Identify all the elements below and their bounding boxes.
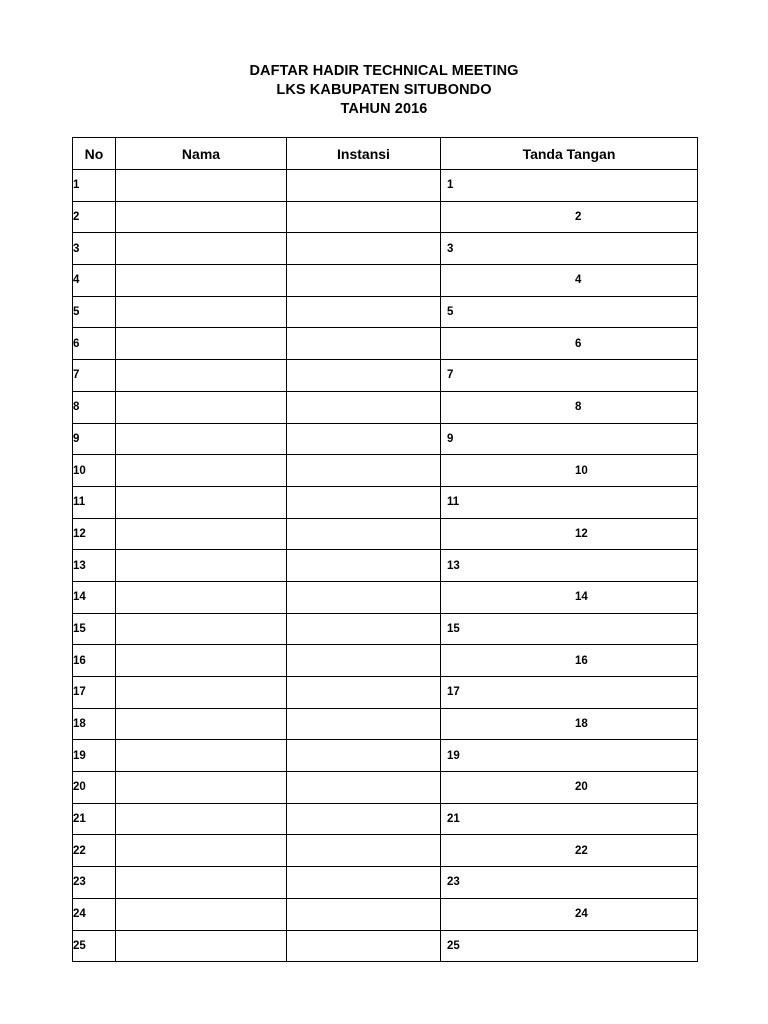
row-number: 18 bbox=[73, 708, 116, 740]
nama-field[interactable] bbox=[116, 803, 287, 835]
signature-number: 17 bbox=[447, 686, 460, 699]
signature-number: 12 bbox=[575, 527, 588, 540]
table-row bbox=[73, 233, 698, 265]
nama-field[interactable] bbox=[116, 772, 287, 804]
row-number: 15 bbox=[73, 613, 116, 645]
title-line-1: DAFTAR HADIR TECHNICAL MEETING bbox=[249, 63, 519, 79]
instansi-field[interactable] bbox=[287, 613, 441, 645]
table-row bbox=[73, 391, 698, 423]
nama-field[interactable] bbox=[116, 645, 287, 677]
row-number: 24 bbox=[73, 898, 116, 930]
nama-field[interactable] bbox=[116, 201, 287, 233]
row-number: 25 bbox=[73, 930, 116, 962]
instansi-field[interactable] bbox=[287, 265, 441, 297]
table-row bbox=[73, 296, 698, 328]
instansi-field[interactable] bbox=[287, 645, 441, 677]
nama-field[interactable] bbox=[116, 391, 287, 423]
table-header-row bbox=[73, 138, 698, 170]
table-row bbox=[73, 835, 698, 867]
nama-field[interactable] bbox=[116, 455, 287, 487]
row-number: 16 bbox=[73, 645, 116, 677]
table-row bbox=[73, 867, 698, 899]
row-number: 22 bbox=[73, 835, 116, 867]
nama-field[interactable] bbox=[116, 581, 287, 613]
nama-field[interactable] bbox=[116, 835, 287, 867]
table-row bbox=[73, 423, 698, 455]
nama-field[interactable] bbox=[116, 708, 287, 740]
signature-field[interactable] bbox=[441, 677, 698, 709]
nama-field[interactable] bbox=[116, 518, 287, 550]
signature-field[interactable] bbox=[441, 296, 698, 328]
nama-field[interactable] bbox=[116, 233, 287, 265]
table-row bbox=[73, 486, 698, 518]
title-line-2: LKS KABUPATEN SITUBONDO bbox=[276, 82, 492, 98]
signature-number: 7 bbox=[447, 369, 454, 382]
nama-field[interactable] bbox=[116, 170, 287, 202]
table-row bbox=[73, 550, 698, 582]
nama-field[interactable] bbox=[116, 930, 287, 962]
nama-field[interactable] bbox=[116, 360, 287, 392]
nama-field[interactable] bbox=[116, 677, 287, 709]
signature-field[interactable] bbox=[441, 645, 698, 677]
table-row bbox=[73, 740, 698, 772]
row-number: 20 bbox=[73, 772, 116, 804]
instansi-field[interactable] bbox=[287, 486, 441, 518]
signature-field[interactable] bbox=[441, 328, 698, 360]
row-number: 10 bbox=[73, 455, 116, 487]
instansi-field[interactable] bbox=[287, 835, 441, 867]
signature-field[interactable] bbox=[441, 201, 698, 233]
row-number: 6 bbox=[73, 328, 116, 360]
signature-number: 19 bbox=[447, 749, 460, 762]
nama-field[interactable] bbox=[116, 328, 287, 360]
table-row bbox=[73, 708, 698, 740]
signature-number: 9 bbox=[447, 432, 454, 445]
table-row bbox=[73, 328, 698, 360]
table-row bbox=[73, 265, 698, 297]
instansi-field[interactable] bbox=[287, 391, 441, 423]
row-number: 9 bbox=[73, 423, 116, 455]
signature-number: 18 bbox=[575, 718, 588, 731]
attendance-table bbox=[72, 137, 698, 962]
table-body bbox=[73, 170, 698, 962]
table-row bbox=[73, 930, 698, 962]
instansi-field[interactable] bbox=[287, 930, 441, 962]
table-row bbox=[73, 201, 698, 233]
header-nama: Nama bbox=[116, 138, 287, 170]
table-row bbox=[73, 772, 698, 804]
signature-field[interactable] bbox=[441, 360, 698, 392]
instansi-field[interactable] bbox=[287, 708, 441, 740]
table-row bbox=[73, 803, 698, 835]
signature-field[interactable] bbox=[441, 455, 698, 487]
row-number: 23 bbox=[73, 867, 116, 899]
signature-field[interactable] bbox=[441, 772, 698, 804]
table-row bbox=[73, 360, 698, 392]
signature-field[interactable] bbox=[441, 550, 698, 582]
signature-field[interactable] bbox=[441, 898, 698, 930]
nama-field[interactable] bbox=[116, 898, 287, 930]
row-number: 2 bbox=[73, 201, 116, 233]
signature-field[interactable] bbox=[441, 708, 698, 740]
instansi-field[interactable] bbox=[287, 803, 441, 835]
title-line-3: TAHUN 2016 bbox=[340, 101, 428, 117]
row-number: 12 bbox=[73, 518, 116, 550]
instansi-field[interactable] bbox=[287, 328, 441, 360]
signature-number: 4 bbox=[575, 274, 582, 287]
table-row bbox=[73, 455, 698, 487]
instansi-field[interactable] bbox=[287, 455, 441, 487]
row-number: 1 bbox=[73, 170, 116, 202]
signature-number: 23 bbox=[447, 876, 460, 889]
instansi-field[interactable] bbox=[287, 296, 441, 328]
signature-number: 22 bbox=[575, 844, 588, 857]
table-row bbox=[73, 613, 698, 645]
instansi-field[interactable] bbox=[287, 740, 441, 772]
signature-field[interactable] bbox=[441, 265, 698, 297]
nama-field[interactable] bbox=[116, 613, 287, 645]
signature-number: 8 bbox=[575, 401, 582, 414]
signature-number: 3 bbox=[447, 242, 454, 255]
table-row bbox=[73, 677, 698, 709]
signature-number: 11 bbox=[447, 496, 460, 509]
row-number: 11 bbox=[73, 486, 116, 518]
signature-field[interactable] bbox=[441, 423, 698, 455]
row-number: 4 bbox=[73, 265, 116, 297]
signature-number: 14 bbox=[575, 591, 588, 604]
instansi-field[interactable] bbox=[287, 898, 441, 930]
instansi-field[interactable] bbox=[287, 581, 441, 613]
signature-number: 20 bbox=[575, 781, 588, 794]
nama-field[interactable] bbox=[116, 296, 287, 328]
signature-field[interactable] bbox=[441, 930, 698, 962]
table-row bbox=[73, 645, 698, 677]
signature-number: 21 bbox=[447, 813, 460, 826]
row-number: 3 bbox=[73, 233, 116, 265]
signature-field[interactable] bbox=[441, 391, 698, 423]
signature-number: 24 bbox=[575, 908, 588, 921]
signature-field[interactable] bbox=[441, 835, 698, 867]
row-number: 21 bbox=[73, 803, 116, 835]
document-title bbox=[0, 62, 768, 119]
signature-field[interactable] bbox=[441, 613, 698, 645]
header-instansi: Instansi bbox=[287, 138, 441, 170]
nama-field[interactable] bbox=[116, 423, 287, 455]
row-number: 7 bbox=[73, 360, 116, 392]
row-number: 14 bbox=[73, 581, 116, 613]
table-row bbox=[73, 170, 698, 202]
table-row bbox=[73, 518, 698, 550]
instansi-field[interactable] bbox=[287, 677, 441, 709]
row-number: 19 bbox=[73, 740, 116, 772]
signature-field[interactable] bbox=[441, 170, 698, 202]
signature-field[interactable] bbox=[441, 233, 698, 265]
signature-number: 1 bbox=[447, 179, 454, 192]
nama-field[interactable] bbox=[116, 550, 287, 582]
signature-field[interactable] bbox=[441, 803, 698, 835]
nama-field[interactable] bbox=[116, 265, 287, 297]
signature-number: 10 bbox=[575, 464, 588, 477]
nama-field[interactable] bbox=[116, 740, 287, 772]
instansi-field[interactable] bbox=[287, 170, 441, 202]
signature-number: 5 bbox=[447, 306, 454, 319]
instansi-field[interactable] bbox=[287, 867, 441, 899]
signature-number: 2 bbox=[575, 211, 582, 224]
instansi-field[interactable] bbox=[287, 360, 441, 392]
signature-field[interactable] bbox=[441, 740, 698, 772]
nama-field[interactable] bbox=[116, 867, 287, 899]
instansi-field[interactable] bbox=[287, 550, 441, 582]
instansi-field[interactable] bbox=[287, 772, 441, 804]
signature-number: 13 bbox=[447, 559, 460, 572]
table-row bbox=[73, 581, 698, 613]
signature-field[interactable] bbox=[441, 486, 698, 518]
instansi-field[interactable] bbox=[287, 201, 441, 233]
row-number: 17 bbox=[73, 677, 116, 709]
signature-number: 25 bbox=[447, 939, 460, 952]
signature-number: 6 bbox=[575, 337, 582, 350]
header-no: No bbox=[73, 138, 116, 170]
instansi-field[interactable] bbox=[287, 423, 441, 455]
signature-number: 15 bbox=[447, 622, 460, 635]
instansi-field[interactable] bbox=[287, 518, 441, 550]
signature-number: 16 bbox=[575, 654, 588, 667]
signature-field[interactable] bbox=[441, 518, 698, 550]
row-number: 5 bbox=[73, 296, 116, 328]
header-tanda-tangan: Tanda Tangan bbox=[441, 138, 698, 170]
row-number: 8 bbox=[73, 391, 116, 423]
table-row bbox=[73, 898, 698, 930]
signature-field[interactable] bbox=[441, 867, 698, 899]
instansi-field[interactable] bbox=[287, 233, 441, 265]
signature-field[interactable] bbox=[441, 581, 698, 613]
row-number: 13 bbox=[73, 550, 116, 582]
nama-field[interactable] bbox=[116, 486, 287, 518]
